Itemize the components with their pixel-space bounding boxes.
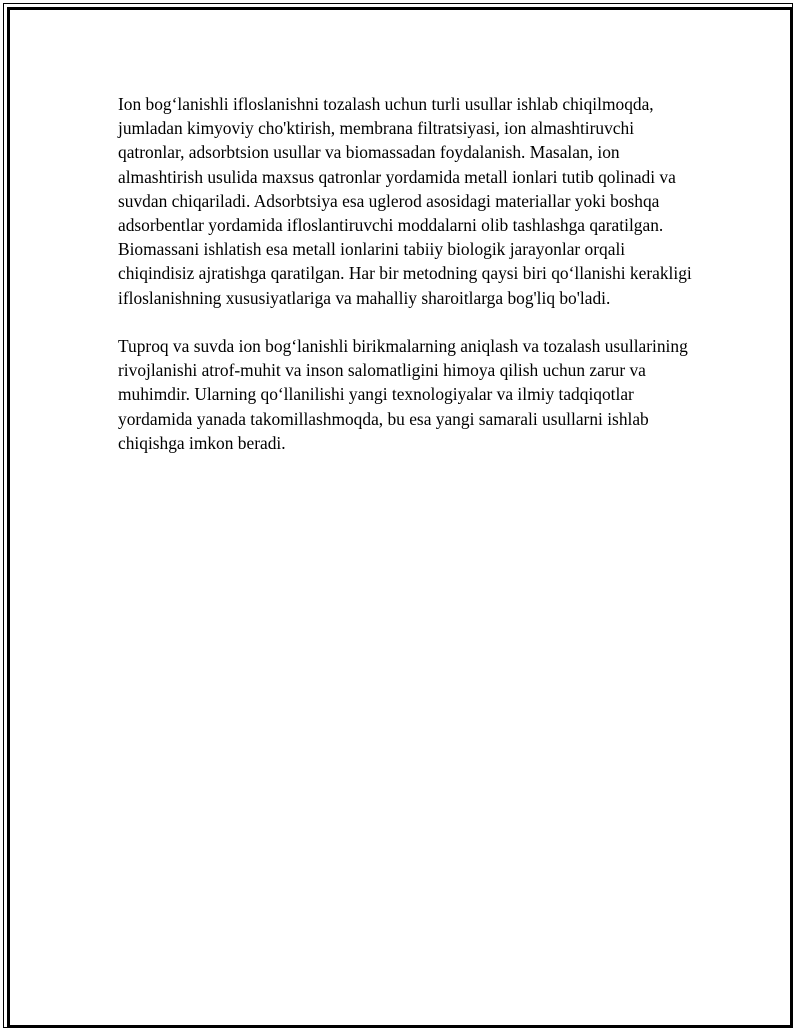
paragraph: Tuproq va suvda ion bog‘lanishli birikmalarning aniqlash va tozalash usullarining rivojlanishi atrof-muhit va inson salomatligini himoya qilish uchun zarur va muhimdir. Ularning qo‘llanilishi yangi texnologiyalar va ilmiy tadqiqotlar yordamida yanada takomillashmoqda, bu esa yangi samarali usullarni ishlab chiqishga imkon beradi.: [118, 336, 688, 453]
document-body: [118, 92, 698, 455]
paragraph: Ion bog‘lanishli ifloslanishni tozalash uchun turli usullar ishlab chiqilmoqda, jumladan kimyoviy cho'ktirish, membrana filtratsiyasi, ion almashtiruvchi qatronlar, adsorbtsion usullar va biomassadan foydalanish. Masalan, ion almashtirish usulida maxsus qatronlar yordamida metall ionlari tutib qolinadi va suvdan chiqariladi. Adsorbtsiya esa uglerod asosidagi materiallar yoki boshqa adsorbentlar yordamida ifloslantiruvchi moddalarni olib tashlashga qaratilgan. Biomassani ishlatish esa metall ionlarini tabiiy biologik jarayonlar orqali chiqindisiz ajratishga qaratilgan. Har bir metodning qaysi biri qo‘llanishi kerakligi ifloslanishning xususiyatlariga va mahalliy sharoitlarga bog'liq bo'ladi.: [118, 94, 692, 308]
